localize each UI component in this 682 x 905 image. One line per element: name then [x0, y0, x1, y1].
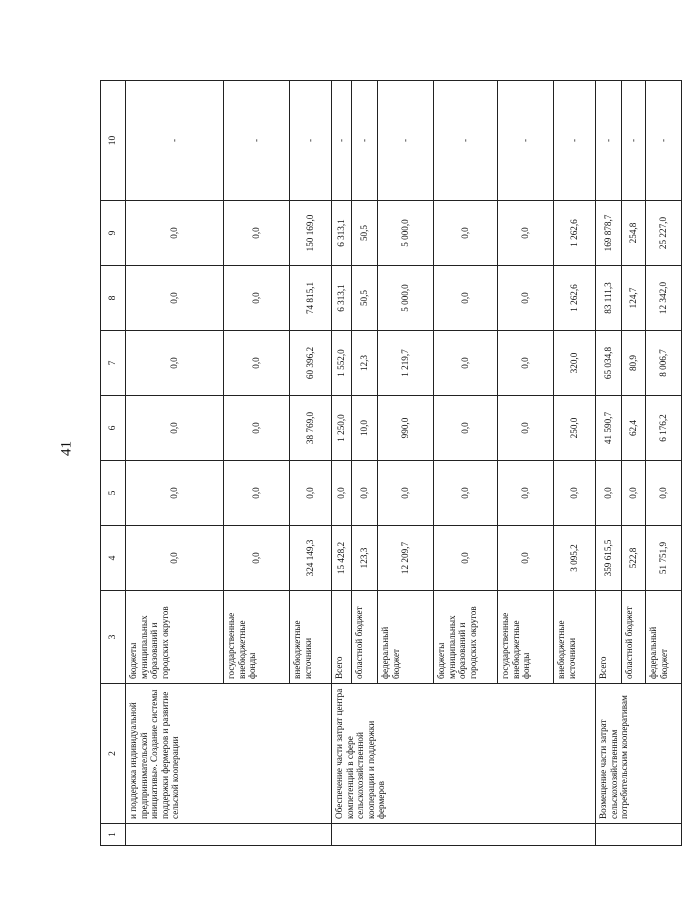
budget-table [100, 80, 682, 846]
value-cell: - [352, 81, 378, 201]
value-cell: 150 169,0 [290, 201, 332, 266]
value-cell: 15 428,2 [332, 526, 352, 591]
value-cell: 0,0 [224, 526, 290, 591]
funding-source-cell: областной бюджет [352, 591, 378, 684]
value-cell: 5 000,0 [378, 266, 434, 331]
value-cell: 0,0 [434, 266, 498, 331]
value-cell: 0,0 [126, 266, 224, 331]
col-header-6: 6 [101, 396, 126, 461]
value-cell: 0,0 [498, 266, 554, 331]
funding-source-cell: государственные внебюджетные фонды [498, 591, 554, 684]
value-cell: - [498, 81, 554, 201]
value-cell: 990,0 [378, 396, 434, 461]
value-cell: 324 149,3 [290, 526, 332, 591]
value-cell: 5 000,0 [378, 201, 434, 266]
value-cell: 0,0 [434, 331, 498, 396]
measure-name-cell: и поддержка индивидуальной предпринимательской инициативы». Создание системы поддержки фермеров и развитие сельской кооперации [126, 684, 332, 824]
value-cell: 0,0 [224, 201, 290, 266]
table-body [126, 81, 682, 846]
value-cell: 0,0 [224, 331, 290, 396]
value-cell: 0,0 [434, 526, 498, 591]
value-cell: - [126, 81, 224, 201]
col-header-10: 10 [101, 81, 126, 201]
value-cell: 8 006,7 [646, 331, 682, 396]
value-cell: 0,0 [498, 201, 554, 266]
value-cell: 0,0 [498, 331, 554, 396]
value-cell: 169 878,7 [596, 201, 622, 266]
col-header-8: 8 [101, 266, 126, 331]
table-row [596, 81, 622, 846]
header-row [101, 81, 126, 846]
value-cell: 0,0 [434, 201, 498, 266]
value-cell: 123,3 [352, 526, 378, 591]
funding-source-cell: федеральный бюджет [378, 591, 434, 684]
measure-name-cell: Обеспечение части затрат центра компетенций в сфере сельскохозяйственной кооперации и поддержки фермеров [332, 684, 596, 824]
value-cell: 0,0 [126, 201, 224, 266]
value-cell: 10,0 [352, 396, 378, 461]
value-cell: - [378, 81, 434, 201]
table-container [100, 81, 669, 846]
value-cell: 0,0 [646, 461, 682, 526]
value-cell: 0,0 [498, 526, 554, 591]
value-cell: 0,0 [224, 266, 290, 331]
value-cell: 6 313,1 [332, 266, 352, 331]
value-cell: - [224, 81, 290, 201]
value-cell: 0,0 [332, 461, 352, 526]
value-cell: 12 342,0 [646, 266, 682, 331]
value-cell: 6 176,2 [646, 396, 682, 461]
funding-source-cell: Всего [596, 591, 622, 684]
row-index-cell [596, 824, 682, 846]
value-cell: 62,4 [622, 396, 646, 461]
value-cell: 1 262,6 [554, 201, 596, 266]
value-cell: 0,0 [434, 461, 498, 526]
value-cell: 124,7 [622, 266, 646, 331]
row-index-cell [332, 824, 596, 846]
value-cell: 60 396,2 [290, 331, 332, 396]
value-cell: 0,0 [224, 396, 290, 461]
col-header-5: 5 [101, 461, 126, 526]
value-cell: 0,0 [352, 461, 378, 526]
col-header-1: 1 [101, 824, 126, 846]
value-cell: 65 034,8 [596, 331, 622, 396]
value-cell: 83 111,3 [596, 266, 622, 331]
measure-name-cell: Возмещение части затрат сельскохозяйственным потребительским кооперативам [596, 684, 682, 824]
funding-source-cell: областной бюджет [622, 591, 646, 684]
value-cell: 1 552,0 [332, 331, 352, 396]
value-cell: 522,8 [622, 526, 646, 591]
value-cell: 1 250,0 [332, 396, 352, 461]
value-cell: 38 769,0 [290, 396, 332, 461]
value-cell: 0,0 [498, 396, 554, 461]
value-cell: 6 313,1 [332, 201, 352, 266]
funding-source-cell: внебюджетные источники [554, 591, 596, 684]
value-cell: - [622, 81, 646, 201]
value-cell: 51 751,9 [646, 526, 682, 591]
value-cell: 41 590,7 [596, 396, 622, 461]
value-cell: 254,8 [622, 201, 646, 266]
value-cell: - [646, 81, 682, 201]
value-cell: 250,0 [554, 396, 596, 461]
value-cell: 0,0 [554, 461, 596, 526]
funding-source-cell: государственные внебюджетные фонды [224, 591, 290, 684]
col-header-7: 7 [101, 331, 126, 396]
funding-source-cell: бюджеты муниципальных образований и городских округов [434, 591, 498, 684]
value-cell: 0,0 [596, 461, 622, 526]
funding-source-cell: внебюджетные источники [290, 591, 332, 684]
value-cell: 50,5 [352, 201, 378, 266]
value-cell: 12,3 [352, 331, 378, 396]
value-cell: 0,0 [290, 461, 332, 526]
value-cell: 80,9 [622, 331, 646, 396]
funding-source-cell: федеральный бюджет [646, 591, 682, 684]
col-header-3: 3 [101, 591, 126, 684]
value-cell: - [596, 81, 622, 201]
value-cell: - [290, 81, 332, 201]
value-cell: - [554, 81, 596, 201]
page-number: 41 [58, 441, 75, 456]
value-cell: 359 615,5 [596, 526, 622, 591]
value-cell: 25 227,0 [646, 201, 682, 266]
value-cell: 0,0 [224, 461, 290, 526]
value-cell: 0,0 [434, 396, 498, 461]
value-cell: 3 095,2 [554, 526, 596, 591]
value-cell: - [434, 81, 498, 201]
table-row [332, 81, 352, 846]
value-cell: 0,0 [498, 461, 554, 526]
funding-source-cell: бюджеты муниципальных образований и городских округов [126, 591, 224, 684]
value-cell: 0,0 [126, 396, 224, 461]
row-index-cell [126, 824, 332, 846]
value-cell: 50,5 [352, 266, 378, 331]
funding-source-cell: Всего [332, 591, 352, 684]
table-row [126, 81, 224, 846]
value-cell: 1 219,7 [378, 331, 434, 396]
value-cell: 12 209,7 [378, 526, 434, 591]
value-cell: 0,0 [126, 461, 224, 526]
value-cell: 74 815,1 [290, 266, 332, 331]
value-cell: 0,0 [126, 526, 224, 591]
value-cell: 0,0 [378, 461, 434, 526]
value-cell: 320,0 [554, 331, 596, 396]
col-header-4: 4 [101, 526, 126, 591]
value-cell: 0,0 [126, 331, 224, 396]
value-cell: 0,0 [622, 461, 646, 526]
col-header-2: 2 [101, 684, 126, 824]
value-cell: 1 262,6 [554, 266, 596, 331]
value-cell: - [332, 81, 352, 201]
col-header-9: 9 [101, 201, 126, 266]
